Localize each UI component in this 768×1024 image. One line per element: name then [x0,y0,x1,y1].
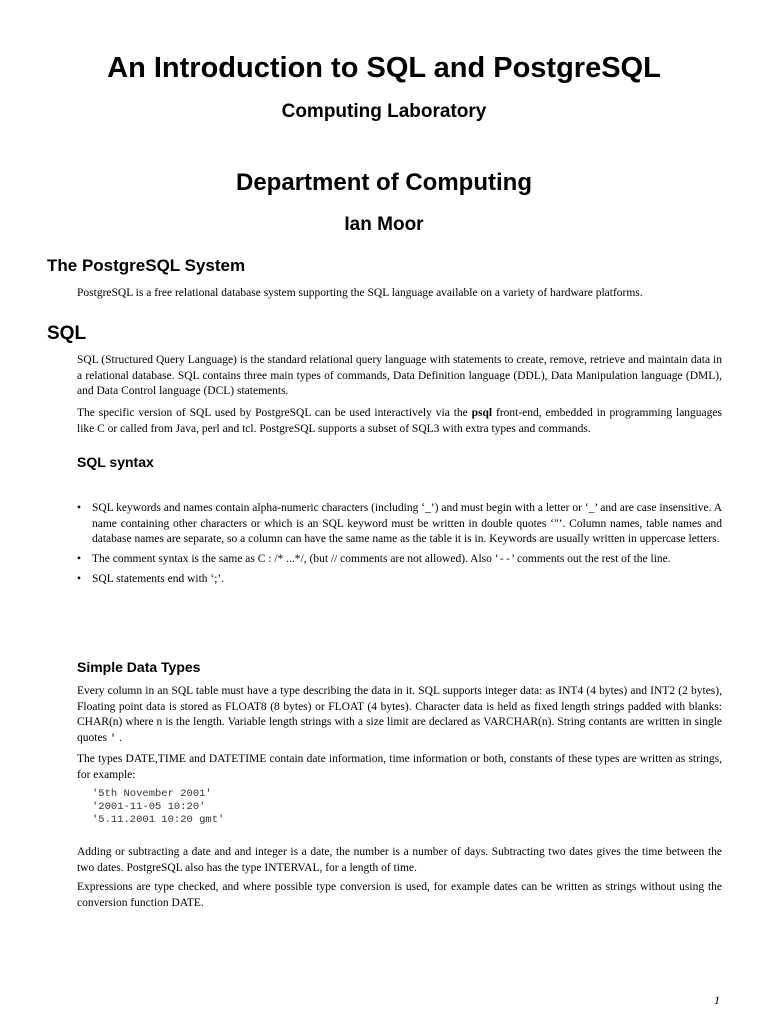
data-types-paragraph-3: Adding or subtracting a date and and integer is a date, the number is a number of days. Subtracting two dates gives the time between the two dates. PostgreSQL also has the type INTERVAL, for a length of time. [77,846,722,874]
section-heading-postgresql-system: The PostgreSQL System [47,256,246,275]
types-p1-text-after: . [116,731,122,744]
data-types-paragraph-1 [77,684,722,747]
code-line: '5th November 2001' [92,788,212,800]
sql-syntax-list [77,501,722,592]
bullet-icon: • [77,502,82,514]
sql-p2-text-before: The specific version of SQL used by PostgreSQL can be used interactively via the [77,407,472,419]
subsection-heading-simple-data-types: Simple Data Types [77,659,201,675]
list-item-text: SQL keywords and names contain alpha-numeric characters (including ‘_’) and must begin with a letter or ‘_’ and are case insensitive. A name containing other characters or which is an SQL keyword must be written in double quotes ‘"’. Column names, table names and database names are separate, so a column can have the same name as the table it is in. Keywords are usually written in uppercase letters. [92,502,722,545]
list-item-text: SQL statements end with ‘;’. [92,573,225,585]
list-item [77,552,722,569]
bullet-icon: • [77,573,82,585]
data-types-paragraph-4: Expressions are type checked, and where possible type conversion is used, for example dates can be written as strings without using the conversion function DATE. [77,881,722,909]
comment-code: -- [498,553,512,566]
date-examples-code [92,788,224,827]
code-line: '2001-11-05 10:20' [92,801,206,813]
section-heading-sql: SQL [47,323,87,344]
types-p1-text-before: Every column in an SQL table must have a type describing the data in it. SQL supports integer data: as INT4 (4 bytes) and INT2 (2 bytes), Floating point data is stored as FLOAT8 (8 bytes) or FLOAT (4 bytes). Character data is held as fixed length strings padded with blanks: CHAR(n) where n is the length. Variable length strings with a size limit are declared as VARCHAR(n). String contants are written in single quotes [77,685,722,744]
subsection-heading-sql-syntax: SQL syntax [77,454,154,470]
document-title: An Introduction to SQL and PostgreSQL [107,52,661,84]
department-name: Department of Computing [236,169,532,196]
comment-text-before: The comment syntax is the same as C : /* ...*/, (but // comments are not allowed). Also ‘ [92,552,499,565]
bullet-icon: • [77,552,82,565]
list-item [77,501,722,548]
sql-p2-text-after: front-end, embedded in programming languages like C or called from Java, perl and tcl. PostgreSQL supports a subset of SQL3 with extra types and commands. [77,407,722,435]
data-types-paragraph-2: The types DATE,TIME and DATETIME contain date information, time information or both, constants of these types are written as strings, for example: [77,753,722,781]
quote-code: ' [109,732,117,745]
sql-paragraph-1: SQL (Structured Query Language) is the standard relational query language with statements to create, remove, retrieve and maintain data in a relational database. SQL contains three main types of commands, Data Definition language (DDL), Data Manipulation language (DML), and Data Control language (DCL) statements. [77,354,722,397]
list-item [77,572,722,588]
code-line: '5.11.2001 10:20 gmt' [92,814,225,826]
document-subtitle: Computing Laboratory [281,101,487,122]
page-number: 1 [714,993,720,1007]
author-name: Ian Moor [344,214,424,235]
psql-term: psql [471,407,493,419]
comment-text-after: ’ comments out the rest of the line. [511,552,671,565]
sql-paragraph-2 [77,406,722,437]
postgresql-intro-paragraph: PostgreSQL is a free relational database system supporting the SQL language available on a variety of hardware platforms. [77,287,643,299]
